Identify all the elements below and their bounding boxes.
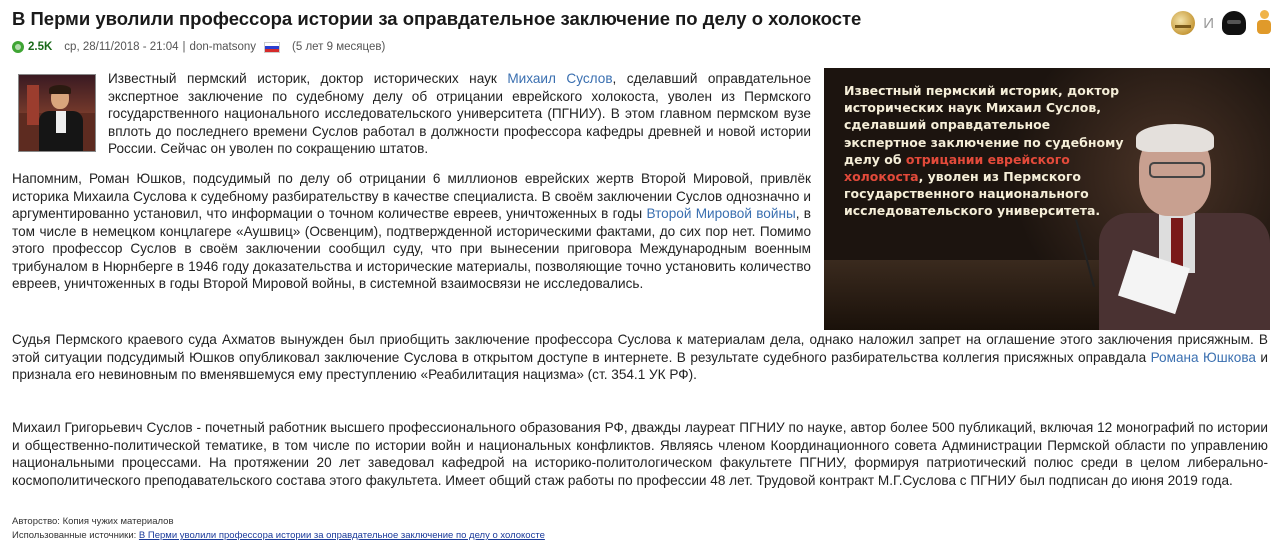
link-roman-yushkov[interactable]: Романа Юшкова bbox=[1150, 349, 1256, 365]
authorship-line bbox=[12, 516, 174, 527]
meta-separator: | bbox=[182, 41, 186, 53]
top-icons bbox=[1171, 10, 1274, 36]
rating-value: 2.5K bbox=[28, 41, 53, 53]
author-link[interactable]: don-matsony bbox=[189, 41, 257, 53]
sources-label: Использованные источники: bbox=[12, 530, 137, 541]
author-age: (5 лет 9 месяцев) bbox=[292, 41, 386, 53]
sources-line bbox=[12, 530, 545, 541]
article-paragraph-2: Напомним, Роман Юшков, подсудимый по делу об отрицании 6 миллионов еврейских жертв Второй Мировой, привлёк историка Михаила Суслова к судебному разбирательству в качестве специалиста. В своём заключении Суслов однозначно и аргументированно установил, что информации о точном количестве евреев, уничтоженных в годы Второй Мировой войны, в том числе в немецком концлагере «Аушвиц» (Освенцим), подтвержденной историческими фактами, до сих пор нет. Помимо этого профессор Суслов в своём заключении сообщил суду, что при вынесении приговора Международным военным трибуналом в Нюрнберге в 1946 году доказательства и исторические материалы, позволяющие точно установить количество евреев, уничтоженных в годы Второй Мировой войны, в системной взаимосвязи не исследовались. bbox=[12, 171, 812, 291]
authorship-label: Авторство: bbox=[12, 516, 60, 527]
author-avatar[interactable] bbox=[18, 74, 96, 152]
and-separator: И bbox=[1203, 14, 1214, 32]
photo-caption: Известный пермский историк, доктор исторических наук Михаил Суслов, сделавший оправдательное экспертное заключение по судебному делу об отрицании еврейского холокоста, уволен из Пермского государственного национального исследовательского университета. bbox=[844, 83, 1124, 219]
figure-icon[interactable] bbox=[1254, 10, 1274, 36]
link-mikhail-suslov[interactable]: Михаил Суслов bbox=[507, 71, 613, 86]
russian-flag-icon bbox=[264, 42, 280, 53]
source-link[interactable]: В Перми уволили профессора истории за оправдательное заключение по делу о холокосте bbox=[138, 530, 545, 541]
article-paragraph-4: Михаил Григорьевич Суслов - почетный работник высшего профессионального образования РФ, дважды лауреат ПГНИУ по науке, автор более 500 публикаций, включая 12 монографий по истории и общественно-политической тематике, в том числе по истории войн и национальных конфликтов. Являясь членом Координационного совета Администрации Пермской области по управлению национальными процессами. На протяжении 20 лет заведовал кафедрой на историко-политологическом факультете ПГНИУ, формируя патриотический полюс среди в целом либерально-космополитического преподавательского состава этого факультета. Имеет общий стаж работы по профессии 48 лет. Трудовой контракт М.Г.Суслова с ПГНИУ был подписан до июня 2019 года. bbox=[12, 420, 1268, 488]
green-circle-icon bbox=[12, 41, 24, 53]
article-photo bbox=[824, 68, 1270, 330]
article-meta bbox=[12, 41, 385, 53]
article-paragraph-1: Известный пермский историк, доктор исторических наук Михаил Суслов, сделавший оправдательное экспертное заключение по судебному делу об отрицании еврейского холокоста, уволен из Пермского государственного национального исследовательского университета (ПГНИУ). В этом главном пермском вузе вплоть до последнего времени Суслов работал в должности профессора кафедры древней и новой истории России. Сейчас он уволен по сокращению штатов. bbox=[108, 71, 811, 156]
darth-vader-icon[interactable] bbox=[1222, 11, 1246, 35]
post-date: ср, 28/11/2018 - 21:04 bbox=[64, 41, 179, 53]
authorship-value: Копия чужих материалов bbox=[62, 516, 174, 527]
badge-icon[interactable] bbox=[1171, 11, 1195, 35]
link-second-world-war[interactable]: Второй Мировой войны bbox=[646, 206, 796, 221]
article-title: В Перми уволили профессора истории за оправдательное заключение по делу о холокосте bbox=[12, 8, 862, 29]
article-paragraph-3: Судья Пермского краевого суда Ахматов вынужден был приобщить заключение профессора Суслова к материалам дела, однако наложил запрет на оглашение этого заключения присяжным. В этой ситуации подсудимый Юшков опубликовал заключение Суслова в открытом доступе в интернете. В результате судебного разбирательства коллегия присяжных оправдала Романа Юшкова и признала его невиновным по вменявшемуся ему преступлению «Реабилитация нацизма» (ст. 354.1 УК РФ). bbox=[12, 332, 1268, 382]
